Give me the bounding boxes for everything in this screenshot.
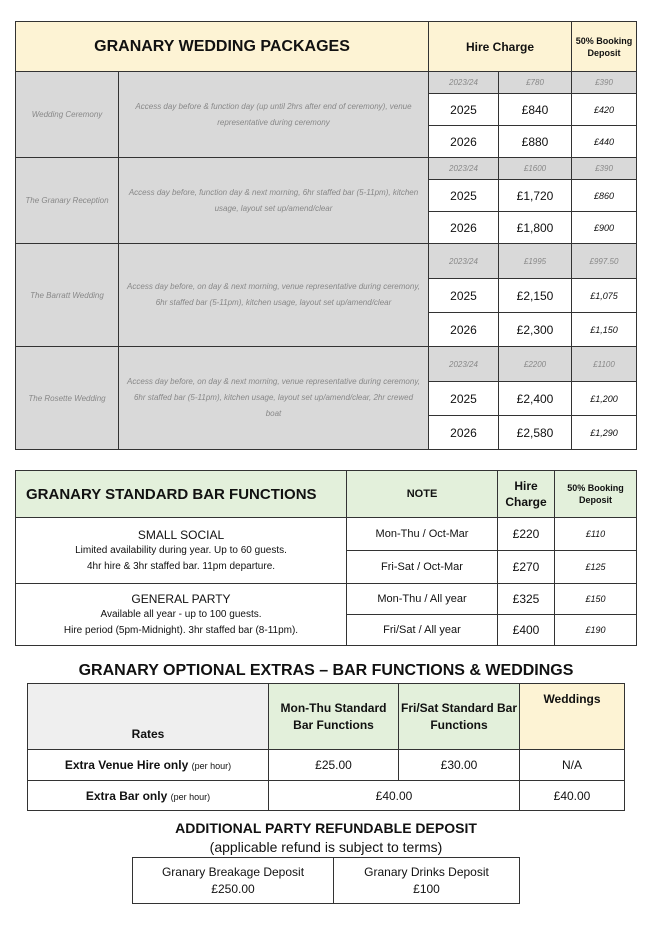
- package-description: Access day before, function day & next morning, 6hr staffed bar (5-11pm), kitchen usage, layout set up/amend/clear: [119, 158, 429, 244]
- function-detail: Available all year - up to 100 guests.: [100, 608, 262, 620]
- package-name: The Barratt Wedding: [16, 244, 119, 347]
- refundable-deposit-title: ADDITIONAL PARTY REFUNDABLE DEPOSIT: [175, 820, 477, 836]
- charge-cell: £780: [499, 72, 572, 94]
- deposit-cell: £997.50: [572, 244, 637, 279]
- frisat-header: Fri/Sat Standard Bar Functions: [399, 684, 520, 750]
- function-row: [16, 584, 637, 615]
- note-header: NOTE: [347, 471, 498, 518]
- refundable-deposit-table: [132, 857, 520, 904]
- charge-cell: £220: [498, 518, 555, 551]
- year-cell: 2023/24: [429, 244, 499, 279]
- deposit-cell: £860: [572, 180, 637, 212]
- extra-bar-row: [28, 781, 625, 811]
- year-cell: 2026: [429, 416, 499, 450]
- wedding-packages-header: [16, 22, 637, 72]
- wedding-packages-table: [15, 21, 637, 450]
- function-detail: Hire period (5pm-Midnight). 3hr staffed bar (8-11pm).: [63, 624, 299, 636]
- hire-charge-header: Hire Charge: [429, 22, 572, 72]
- year-cell: 2026: [429, 126, 499, 158]
- deposit-cell: £440: [572, 126, 637, 158]
- deposit-cell: £420: [572, 94, 637, 126]
- package-name: The Rosette Wedding: [16, 347, 119, 450]
- note-cell: Mon-Thu / Oct-Mar: [347, 518, 498, 551]
- breakage-deposit-label: Granary Breakage Deposit: [161, 864, 305, 879]
- function-detail: Limited availability during year. Up to 60 guests.: [75, 544, 287, 556]
- note-cell: Fri/Sat / All year: [347, 615, 498, 646]
- breakage-deposit-cell: [133, 858, 334, 904]
- charge-cell: £1,800: [499, 212, 572, 244]
- year-cell: 2025: [429, 382, 499, 416]
- optional-extras-table: [27, 683, 625, 811]
- charge-cell: £1,720: [499, 180, 572, 212]
- package-name: Wedding Ceremony: [16, 72, 119, 158]
- year-cell: 2023/24: [429, 158, 499, 180]
- bar-functions-header: [16, 471, 637, 518]
- note-cell: Fri-Sat / Oct-Mar: [347, 551, 498, 584]
- row-label-unit: (per hour): [170, 791, 211, 802]
- row-label-text: Extra Bar only: [85, 788, 168, 803]
- charge-cell: £2,300: [499, 313, 572, 347]
- deposit-cell: £1,290: [572, 416, 637, 450]
- optional-extras-header: [28, 684, 625, 750]
- deposit-cell: £150: [555, 584, 637, 615]
- deposit-cell: £110: [555, 518, 637, 551]
- charge-cell: £840: [499, 94, 572, 126]
- optional-extras-title: GRANARY OPTIONAL EXTRAS – BAR FUNCTIONS & WEDDINGS: [78, 662, 574, 679]
- drinks-deposit-label: Granary Drinks Deposit: [364, 864, 489, 879]
- deposit-cell: £900: [572, 212, 637, 244]
- venue-monthu-value: £25.00: [269, 750, 399, 781]
- monthu-header: Mon-Thu Standard Bar Functions: [269, 684, 399, 750]
- weddings-header: Weddings: [520, 684, 625, 750]
- deposit-cell: £390: [572, 72, 637, 94]
- function-description: [16, 584, 347, 646]
- breakage-deposit-value: £250.00: [211, 881, 255, 896]
- extra-venue-hire-row: [28, 750, 625, 781]
- year-cell: 2023/24: [429, 347, 499, 382]
- charge-cell: £1995: [499, 244, 572, 279]
- year-cell: 2025: [429, 279, 499, 313]
- charge-cell: £2,150: [499, 279, 572, 313]
- row-label-unit: (per hour): [191, 761, 232, 771]
- year-cell: 2026: [429, 313, 499, 347]
- deposit-cell: £1,075: [572, 279, 637, 313]
- charge-cell: £2200: [499, 347, 572, 382]
- deposit-row: [133, 858, 520, 904]
- charge-cell: £400: [498, 615, 555, 646]
- package-description: Access day before, on day & next morning, venue representative during ceremony, 6hr staffed bar (5-11pm), kitchen usage, layout set up/amend/clear: [119, 244, 429, 347]
- package-row-2023: [16, 244, 637, 279]
- deposit-cell: £390: [572, 158, 637, 180]
- bar-functions-title: GRANARY STANDARD BAR FUNCTIONS: [16, 471, 347, 518]
- package-row-2023: [16, 347, 637, 382]
- booking-deposit-header: 50% Booking Deposit: [555, 471, 637, 518]
- year-cell: 2025: [429, 180, 499, 212]
- deposit-cell: £1100: [572, 347, 637, 382]
- note-cell: Mon-Thu / All year: [347, 584, 498, 615]
- deposit-cell: £1,150: [572, 313, 637, 347]
- bar-standard-value: £40.00: [269, 781, 520, 811]
- extra-bar-label: [28, 781, 269, 811]
- bar-weddings-value: £40.00: [520, 781, 625, 811]
- extra-venue-hire-label: [28, 750, 269, 781]
- venue-frisat-value: £30.00: [399, 750, 520, 781]
- charge-cell: £1600: [499, 158, 572, 180]
- year-cell: 2023/24: [429, 72, 499, 94]
- year-cell: 2025: [429, 94, 499, 126]
- drinks-deposit-cell: [334, 858, 520, 904]
- deposit-cell: £1,200: [572, 382, 637, 416]
- function-title: SMALL SOCIAL: [137, 527, 225, 542]
- rates-header: Rates: [28, 684, 269, 750]
- charge-cell: £2,580: [499, 416, 572, 450]
- package-row-2023: [16, 158, 637, 180]
- function-detail: 4hr hire & 3hr staffed bar. 11pm departure.: [86, 560, 276, 572]
- refundable-deposit-subtitle: (applicable refund is subject to terms): [209, 839, 443, 855]
- bar-functions-table: [15, 470, 637, 646]
- deposit-cell: £190: [555, 615, 637, 646]
- hire-charge-header: Hire Charge: [498, 471, 555, 518]
- charge-cell: £325: [498, 584, 555, 615]
- row-label-text: Extra Venue Hire only: [64, 758, 189, 772]
- charge-cell: £880: [499, 126, 572, 158]
- deposit-cell: £125: [555, 551, 637, 584]
- package-description: Access day before, on day & next morning, venue representative during ceremony, 6hr staffed bar (5-11pm), kitchen usage, layout set up/amend/clear, 2hr crewed boat: [119, 347, 429, 450]
- drinks-deposit-value: £100: [413, 881, 440, 896]
- venue-weddings-value: N/A: [520, 750, 625, 781]
- wedding-packages-title: GRANARY WEDDING PACKAGES: [16, 22, 429, 72]
- function-description: [16, 518, 347, 584]
- function-title: GENERAL PARTY: [131, 591, 231, 606]
- year-cell: 2026: [429, 212, 499, 244]
- booking-deposit-header: 50% Booking Deposit: [572, 22, 637, 72]
- package-name: The Granary Reception: [16, 158, 119, 244]
- package-description: Access day before & function day (up until 2hrs after end of ceremony), venue representative during ceremony: [119, 72, 429, 158]
- package-row-2023: [16, 72, 637, 94]
- charge-cell: £2,400: [499, 382, 572, 416]
- function-row: [16, 518, 637, 551]
- charge-cell: £270: [498, 551, 555, 584]
